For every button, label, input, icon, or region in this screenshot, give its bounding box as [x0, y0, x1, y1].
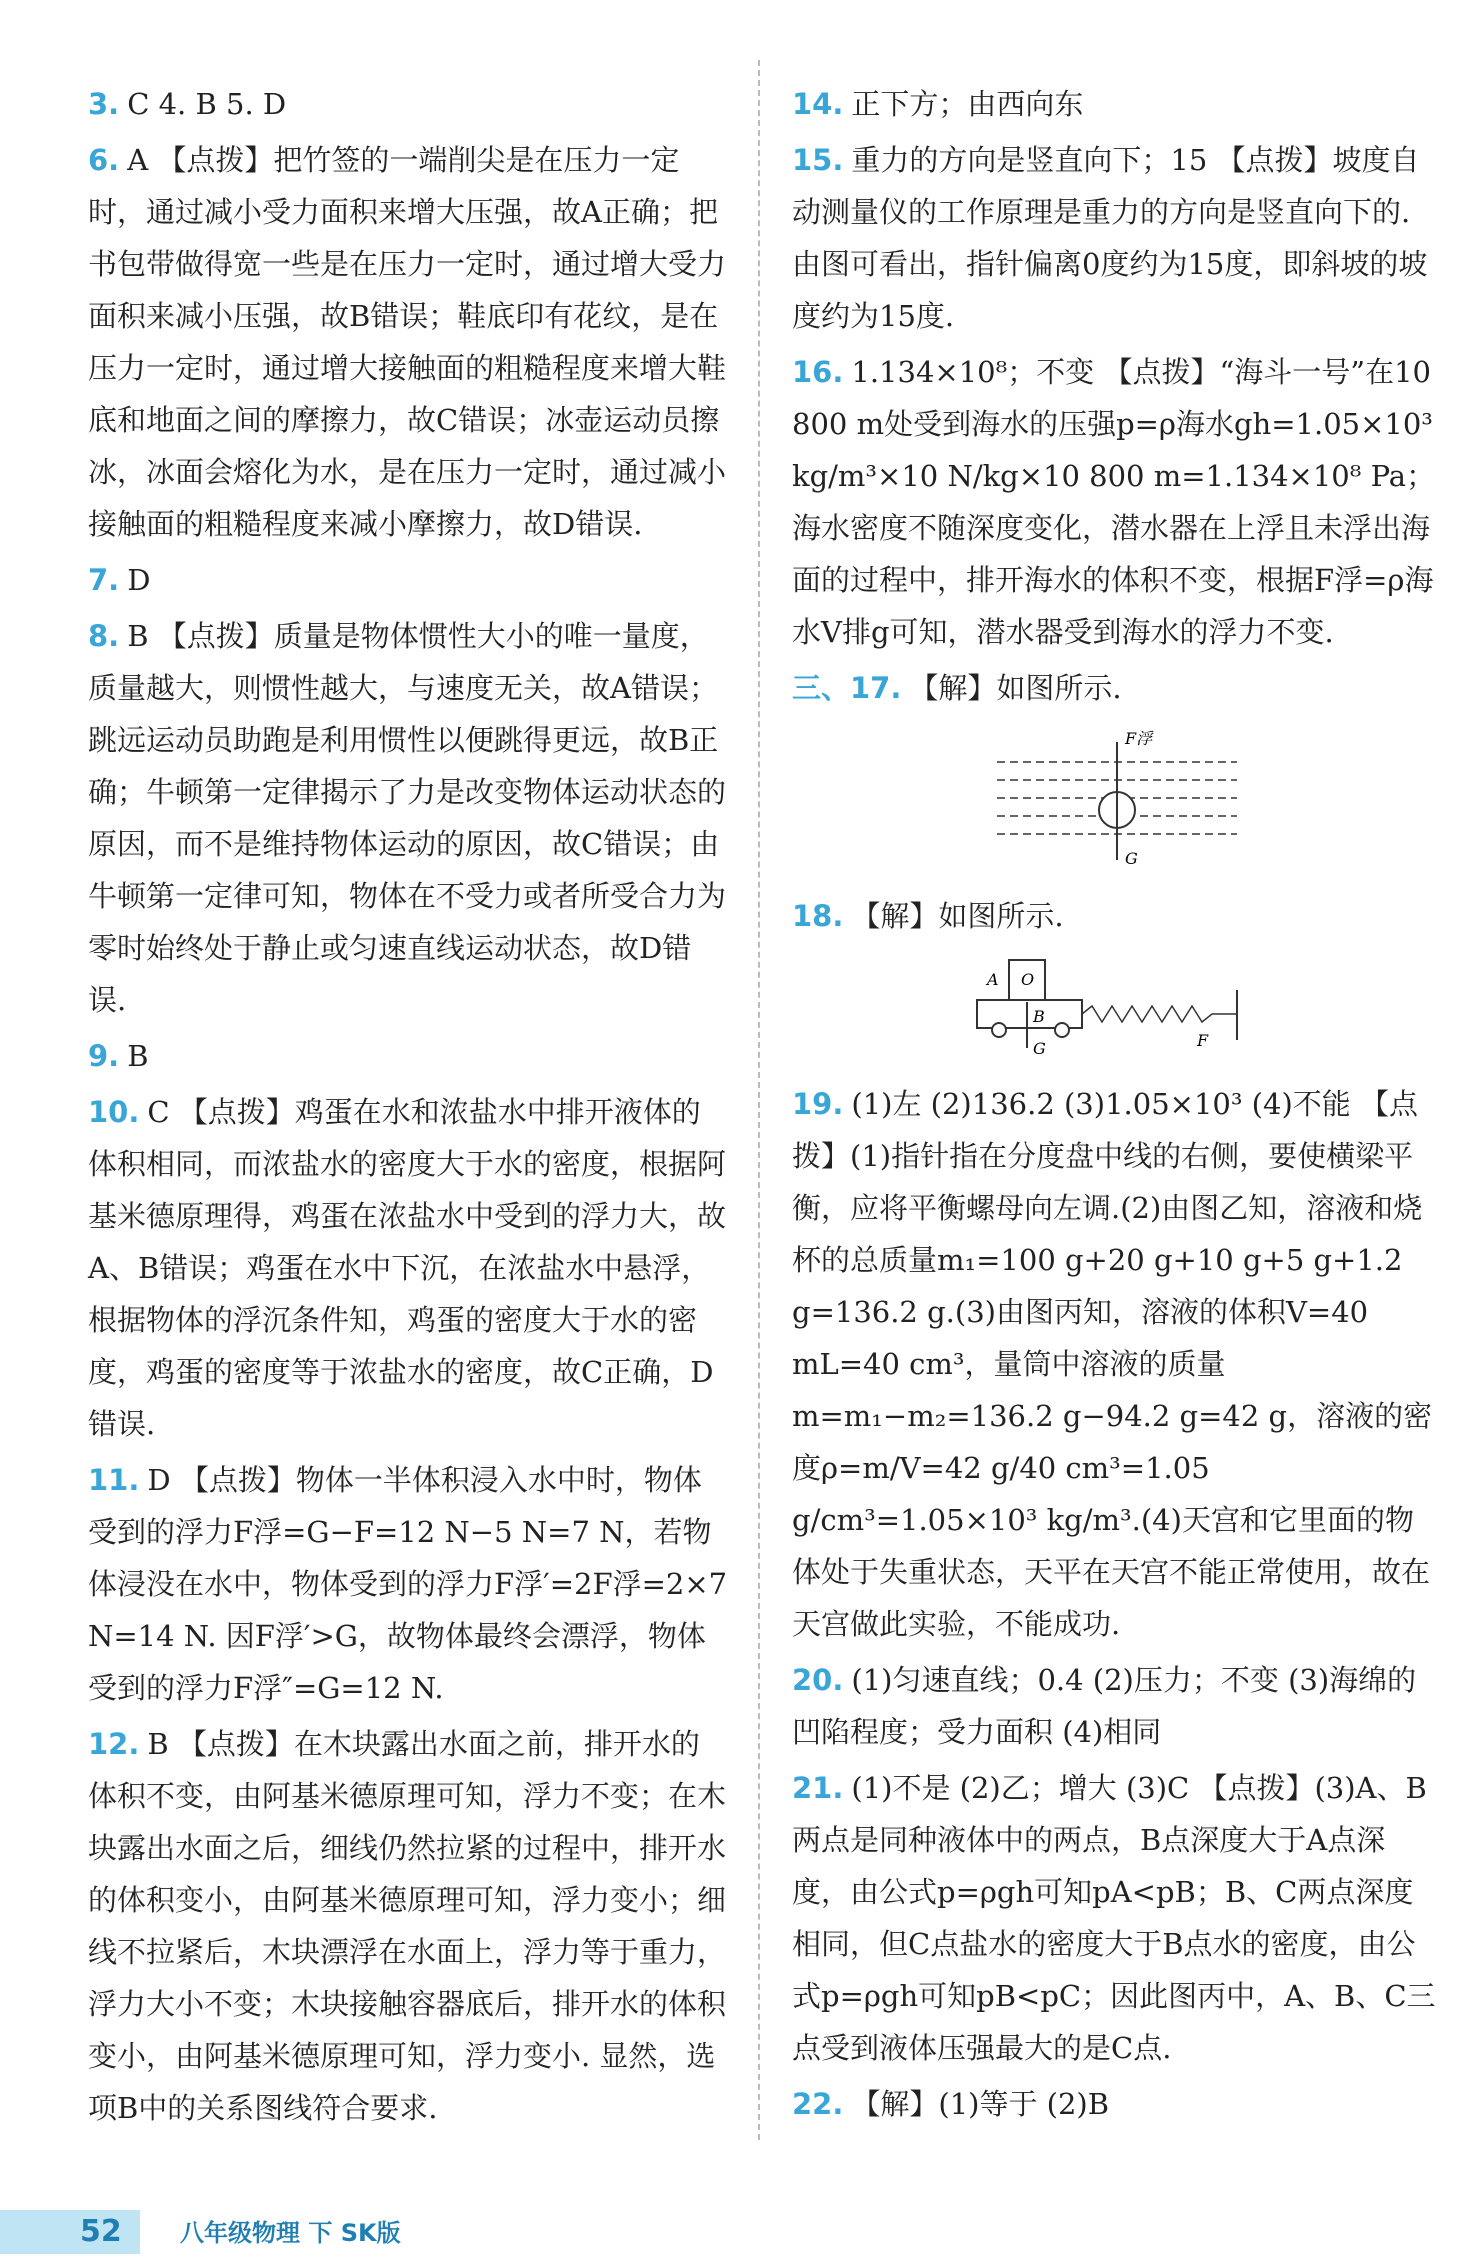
- answer-item: [792, 1762, 1442, 2074]
- answer-item: [792, 2078, 1442, 2130]
- item-text: 1.134×10⁸；不变 【点拨】“海斗一号”在10 800 m处受到海水的压强p=ρ海水gh=1.05×10³ kg/m³×10 N/kg×10 800 m=1.134×10⁸ Pa；海水密度不随深度变化，潜水器在上浮且未浮出海面的过程中，排开海水的体积不变，根据F浮=ρ海水V排g可知，潜水器受到海水的浮力不变.: [792, 355, 1436, 649]
- label-b: B: [1033, 1007, 1045, 1026]
- item-text: B: [127, 1039, 149, 1073]
- item-number: 三、17.: [792, 671, 902, 705]
- book-title: 八年级物理 下 SK版: [180, 2219, 401, 2247]
- item-number: 10.: [88, 1095, 140, 1129]
- answer-item: [792, 1654, 1442, 1758]
- item-text: B 【点拨】质量是物体惯性大小的唯一量度，质量越大，则惯性越大，与速度无关，故A错误；跳远运动员助跑是利用惯性以便跳得更远，故B正确；牛顿第一定律揭示了力是改变物体运动状态的原因，而不是维持物体运动的原因，故C错误；由牛顿第一定律可知，物体在不受力或者所受合力为零时始终处于静止或匀速直线运动状态，故D错误.: [88, 619, 727, 1017]
- item-number: 21.: [792, 1771, 844, 1805]
- right-column: [792, 78, 1442, 2134]
- item-text: A 【点拨】把竹签的一端削尖是在压力一定时，通过减小受力面积来增大压强，故A正确；把书包带做得宽一些是在压力一定时，通过增大受力面积来减小压强，故B错误；鞋底印有花纹，是在压力一定时，通过增大接触面的粗糙程度来增大鞋底和地面之间的摩擦力，故C错误；冰壶运动员擦冰，冰面会熔化为水，是在压力一定时，通过减小接触面的粗糙程度来减小摩擦力，故D错误.: [88, 143, 727, 541]
- buoyancy-label: F浮: [1125, 729, 1153, 748]
- left-column: [88, 78, 728, 2138]
- answer-item: [792, 1078, 1442, 1650]
- item-text: 【解】如图所示.: [909, 671, 1122, 705]
- item-number: 16.: [792, 355, 844, 389]
- item-number: 6.: [88, 143, 120, 177]
- item-number: 3.: [88, 87, 120, 121]
- answer-item: [88, 1454, 728, 1714]
- column-divider: [758, 60, 760, 2140]
- answer-item: [792, 662, 1442, 714]
- answer-item: [792, 890, 1442, 942]
- buoyancy-figure: [987, 722, 1247, 872]
- item-number: 9.: [88, 1039, 120, 1073]
- item-text: 正下方；由西向东: [851, 87, 1084, 121]
- item-number: 12.: [88, 1727, 140, 1761]
- gravity-label: G: [1125, 849, 1138, 868]
- cart-spring-figure: [957, 950, 1277, 1060]
- item-number: 22.: [792, 2087, 844, 2121]
- answer-item: [88, 78, 728, 130]
- item-text: D 【点拨】物体一半体积浸入水中时，物体受到的浮力F浮=G−F=12 N−5 N=7 N，若物体浸没在水中，物体受到的浮力F浮′=2F浮=2×7 N=14 N. 因F浮′>G，故物体最终会漂浮，物体受到的浮力F浮″=G=12 N.: [88, 1463, 728, 1705]
- answer-item: [792, 78, 1442, 130]
- item-number: 11.: [88, 1463, 140, 1497]
- item-text: 【解】如图所示.: [851, 899, 1064, 933]
- spring: [1082, 1006, 1237, 1022]
- item-text: 重力的方向是竖直向下；15 【点拨】坡度自动测量仪的工作原理是重力的方向是竖直向下的. 由图可看出，指针偏离0度约为15度，即斜坡的坡度约为15度.: [792, 143, 1428, 333]
- cart-wheel: [1055, 1023, 1069, 1037]
- page-number: 52: [0, 2210, 140, 2254]
- item-text: (1)不是 (2)乙；增大 (3)C 【点拨】(3)A、B两点是同种液体中的两点，B点深度大于A点深度，由公式p=ρgh可知pA<pB；B、C两点深度相同，但C点盐水的密度大于B点水的密度，由公式p=ρgh可知pB<pC；因此图丙中，A、B、C三点受到液体压强最大的是C点.: [792, 1771, 1436, 2065]
- label-a: A: [987, 970, 999, 989]
- cart-wheel: [992, 1023, 1006, 1037]
- item-number: 19.: [792, 1087, 844, 1121]
- answer-item: [88, 610, 728, 1026]
- item-text: 【解】(1)等于 (2)B: [851, 2087, 1110, 2121]
- label-o: O: [1021, 970, 1035, 989]
- item-text: C 【点拨】鸡蛋在水和浓盐水中排开液体的体积相同，而浓盐水的密度大于水的密度，根据阿基米德原理得，鸡蛋在浓盐水中受到的浮力大，故A、B错误；鸡蛋在水中下沉，在浓盐水中悬浮，根据物体的浮沉条件知，鸡蛋的密度大于水的密度，鸡蛋的密度等于浓盐水的密度，故C正确，D错误.: [88, 1095, 727, 1441]
- answer-item: [792, 134, 1442, 342]
- answer-item: [88, 134, 728, 550]
- label-f: F: [1197, 1031, 1209, 1050]
- item-number: 14.: [792, 87, 844, 121]
- item-text: (1)匀速直线；0.4 (2)压力；不变 (3)海绵的凹陷程度；受力面积 (4)相同: [792, 1663, 1417, 1749]
- answer-item: [88, 554, 728, 606]
- item-number: 20.: [792, 1663, 844, 1697]
- page-footer: [0, 2200, 1472, 2264]
- label-g: G: [1033, 1039, 1046, 1058]
- answer-item: [88, 1086, 728, 1450]
- item-number: 15.: [792, 143, 844, 177]
- item-text: (1)左 (2)136.2 (3)1.05×10³ (4)不能 【点拨】(1)指针指在分度盘中线的右侧，要使横梁平衡，应将平衡螺母向左调.(2)由图乙知，溶液和烧杯的总质量m₁=100 g+20 g+10 g+5 g+1.2 g=136.2 g.(3)由图丙知，溶液的体积V=40 mL=40 cm³，量筒中溶液的质量m=m₁−m₂=136.2 g−94.2 g=42 g，溶液的密度ρ=m/V=42 g/40 cm³=1.05 g/cm³=1.05×10³ kg/m³.(4)天宫和它里面的物体处于失重状态，天平在天宫不能正常使用，故在天宫做此实验，不能成功.: [792, 1087, 1433, 1641]
- answer-item: [88, 1718, 728, 2134]
- item-text: D: [127, 563, 151, 597]
- item-text: C 4. B 5. D: [127, 87, 287, 121]
- item-number: 7.: [88, 563, 120, 597]
- answer-item: [792, 346, 1442, 658]
- item-number: 18.: [792, 899, 844, 933]
- item-text: B 【点拨】在木块露出水面之前，排开水的体积不变，由阿基米德原理可知，浮力不变；在木块露出水面之后，细线仍然拉紧的过程中，排开水的体积变小，由阿基米德原理可知，浮力变小；细线不拉紧后，木块漂浮在水面上，浮力等于重力，浮力大小不变；木块接触容器底后，排开水的体积变小，由阿基米德原理可知，浮力变小. 显然，选项B中的关系图线符合要求.: [88, 1727, 727, 2125]
- item-number: 8.: [88, 619, 120, 653]
- answer-item: [88, 1030, 728, 1082]
